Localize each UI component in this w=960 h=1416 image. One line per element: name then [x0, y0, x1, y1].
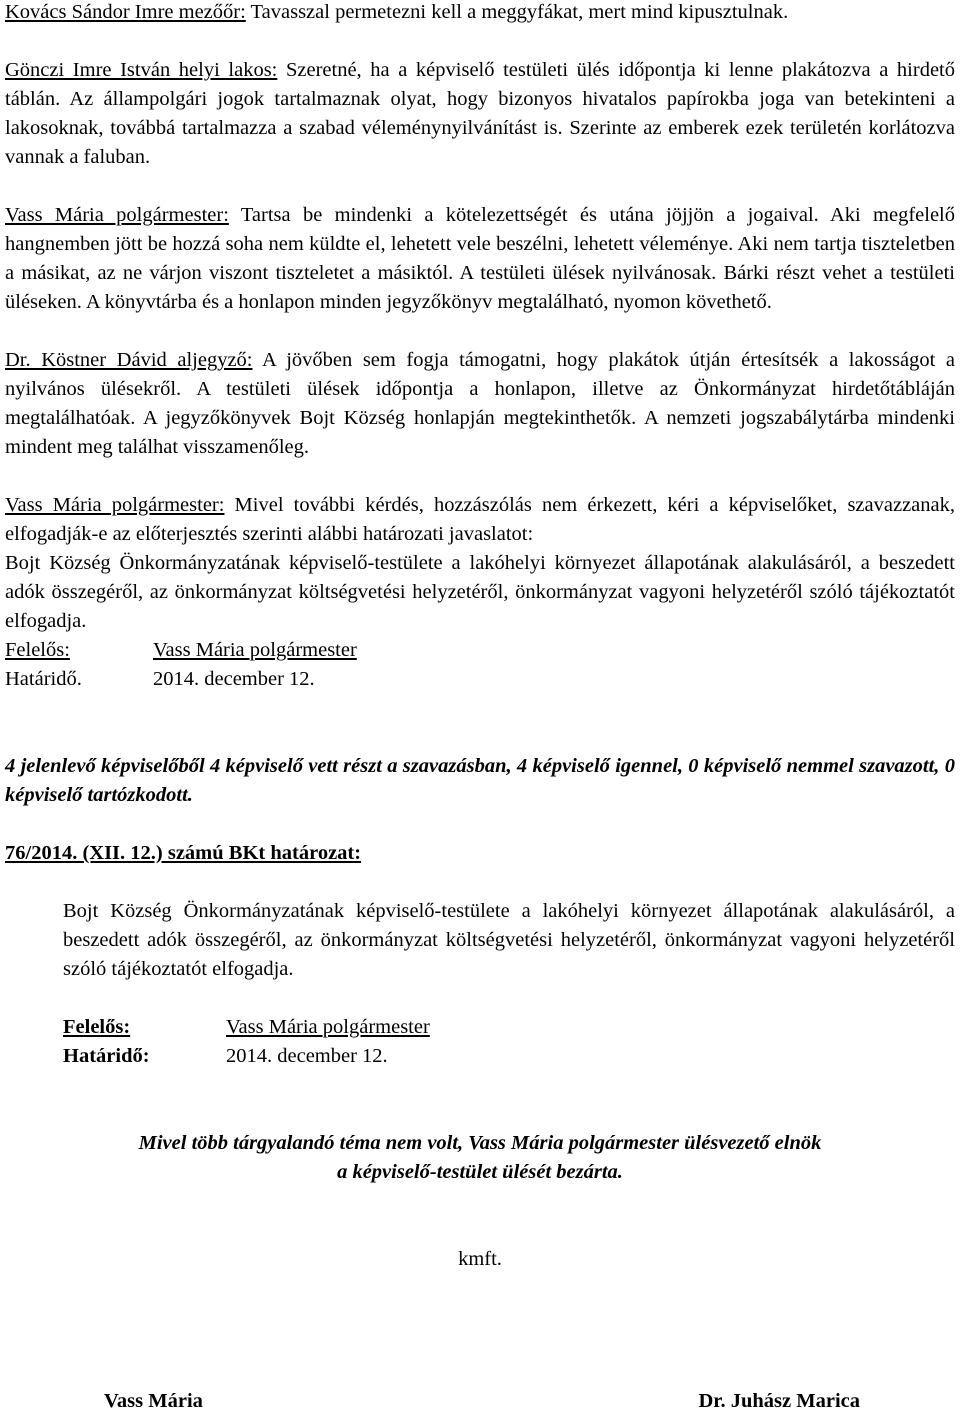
resolution-text: Bojt Község Önkormányzatának képviselő-testülete a lakóhelyi környezet állapotának alakulásáról, a beszedett adók összegéről, az önkormányzat költségvetési helyzetéről, önkormányzat vagyoni helyzetéről szóló tájékoztatót elfogadja. — [63, 900, 955, 980]
text-kostner: A jövőben sem fogja támogatni, hogy plakátok útján értesítsék a lakosságot a nyilvános ülésekről. A testületi ülések időpontja a honlapon, illetve az Önkormányzat hirdetőtábláján megtalálhatóak. A jegyzőkönyvek Bojt Község honlapján megtekinthetők. A nemzeti jogszabálytárba mindenki mindent meg találhat visszamenőleg. — [5, 349, 955, 458]
proposal-deadline — [5, 665, 955, 694]
resolution-responsible-label: Felelős: — [63, 1016, 131, 1038]
speaker-kovacs: Kovács Sándor Imre mezőőr: — [5, 1, 246, 23]
speaker-gonczi: Gönczi Imre István helyi lakos: — [5, 59, 278, 81]
closing-line-2: a képviselő-testület ülését bezárta. — [337, 1161, 623, 1183]
proposal-deadline-value: 2014. december 12. — [153, 668, 315, 690]
paragraph-gonczi — [5, 56, 955, 172]
speaker-vass-1: Vass Mária polgármester: — [5, 204, 229, 226]
resolution-responsible — [5, 1013, 955, 1042]
closing-line-1: Mivel több tárgyalandó téma nem volt, Vass Mária polgármester ülésvezető elnök — [138, 1132, 822, 1154]
paragraph-vass-1 — [5, 201, 955, 317]
vote-result: 4 jelenlevő képviselőből 4 képviselő vett részt a szavazásban, 4 képviselő igennel, 0 képviselő nemmel szavazott, 0 képviselő tartózkodott. — [5, 755, 955, 806]
resolution-responsible-value: Vass Mária polgármester — [226, 1016, 430, 1038]
text-vass-1: Tartsa be mindenki a kötelezettségét és utána jöjjön a jogaival. Aki megfelelő hangnemben jött be hozzá soha nem küldte el, lehetett vele beszélni, lehetett véleménye. Aki nem tartja tiszteletben a másikat, az ne várjon viszont tiszteletet a másiktól. A testületi ülések nyilvánosak. Bárki részt vehet a testületi üléseken. A könyvtárba és a honlapon minden jegyzőkönyv megtalálható, nyomon követhető. — [5, 204, 955, 313]
text-kovacs: Tavasszal permetezni kell a meggyfákat, mert mind kipusztulnak. — [245, 1, 789, 23]
resolution-deadline-label: Határidő: — [63, 1045, 150, 1067]
proposal-text: Bojt Község Önkormányzatának képviselő-testülete a lakóhelyi környezet állapotának alakulásáról, a beszedett adók összegéről, az önkormányzat költségvetési helyzetéről, önkormányzat vagyoni helyzetéről szóló tájékoztatót elfogadja. — [5, 552, 955, 632]
resolution-deadline — [5, 1042, 955, 1071]
paragraph-kostner — [5, 346, 955, 462]
signatures — [104, 1387, 860, 1416]
proposal-responsible-value: Vass Mária polgármester — [153, 639, 357, 661]
proposal-responsible — [5, 636, 955, 665]
resolution-deadline-value: 2014. december 12. — [226, 1045, 388, 1067]
kmft-text: kmft. — [458, 1248, 502, 1270]
paragraph-kovacs — [5, 0, 955, 27]
paragraph-vass-2 — [5, 491, 955, 549]
signature-left: Vass Mária — [104, 1390, 203, 1412]
document-page — [5, 0, 955, 1274]
speaker-kostner: Dr. Köstner Dávid aljegyző: — [5, 349, 253, 371]
text-vass-2: Mivel további kérdés, hozzászólás nem érkezett, kéri a képviselőket, szavazzanak, elfogadják-e az előterjesztés szerinti alábbi határozati javaslatot: — [5, 494, 955, 545]
speaker-vass-2: Vass Mária polgármester: — [5, 494, 225, 516]
signature-right: Dr. Juhász Marica — [698, 1390, 860, 1412]
text-gonczi: Szeretné, ha a képviselő testületi ülés időpontja ki lenne plakátozva a hirdető táblán. Az állampolgári jogok tartalmaznak olyat, hogy bizonyos hivatalos papírokba joga van betekinteni a lakosoknak, továbbá tartalmazza a szabad véleménynyilvánítást is. Szerinte az emberek ezek területén korlátozva vannak a faluban. — [5, 59, 955, 168]
proposal-deadline-label: Határidő. — [5, 668, 82, 690]
proposal-responsible-label: Felelős: — [5, 639, 70, 661]
resolution-title: 76/2014. (XII. 12.) számú BKt határozat: — [5, 842, 362, 864]
